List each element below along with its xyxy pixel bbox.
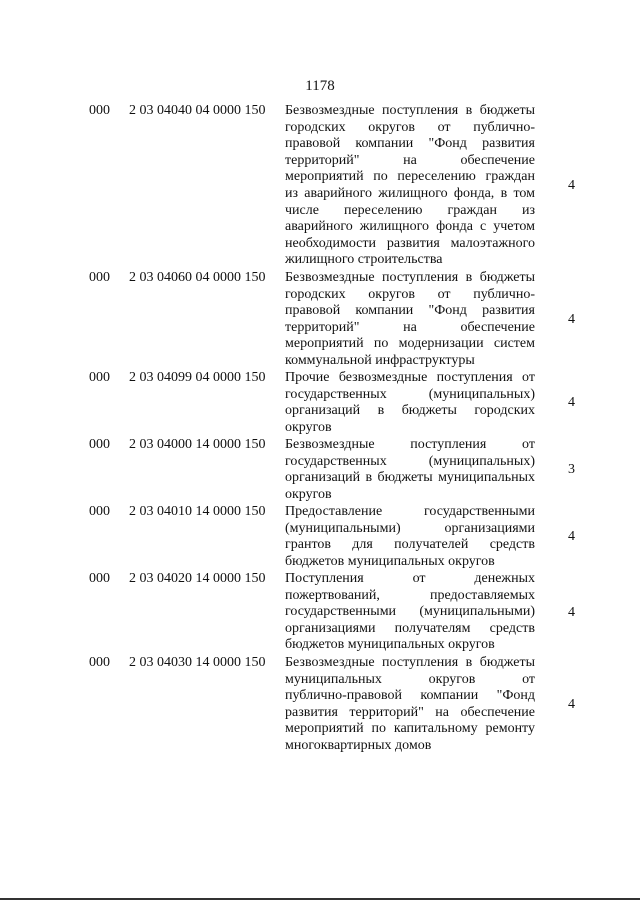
income-name-line: многоквартирных домов	[285, 737, 432, 753]
income-name-line: мероприятий по переселению граждан	[285, 169, 535, 185]
income-name-line: аварийного жилищного фонда с учетом	[285, 219, 535, 235]
income-name-line: бюджетов муниципальных округов	[285, 553, 495, 569]
income-name	[285, 437, 535, 503]
income-name-line: городских округов от публично-	[285, 286, 535, 302]
income-name-line: Безвозмездные поступления в бюджеты	[285, 103, 535, 118]
value: 4	[568, 697, 575, 712]
income-name-line: государственными (муниципальными)	[285, 604, 535, 620]
income-name-line: Безвозмездные поступления в бюджеты	[285, 270, 535, 285]
income-name-line: необходимости развития малоэтажного	[285, 235, 535, 251]
income-name-line: Предоставление государственными	[285, 504, 535, 519]
income-name	[285, 504, 535, 570]
income-name-line: числе переселению граждан из	[285, 202, 535, 218]
value: 4	[568, 605, 575, 620]
income-name-line: грантов для получателей средств	[285, 537, 535, 553]
income-name-line: пожертвований, предоставляемых	[285, 587, 535, 603]
income-name-line: организаций в бюджеты муниципальных	[285, 470, 535, 486]
admin-code: 000	[89, 437, 110, 452]
admin-code: 000	[89, 655, 110, 670]
income-name-line: организаций в бюджеты городских	[285, 403, 535, 419]
income-name	[285, 370, 535, 436]
budget-classification-code: 2 03 04040 04 0000 150	[129, 103, 266, 118]
budget-classification-code: 2 03 04030 14 0000 150	[129, 655, 266, 670]
value: 4	[568, 178, 575, 193]
income-name-line: территорий" на обеспечение	[285, 152, 535, 168]
income-name-line: коммунальной инфраструктуры	[285, 352, 475, 368]
income-name-line: Безвозмездные поступления от	[285, 437, 535, 452]
income-name-line: городских округов от публично-	[285, 119, 535, 135]
income-name-line: мероприятий по капитальному ремонту	[285, 721, 535, 737]
income-name-line: муниципальных округов от	[285, 671, 535, 687]
income-name-line: жилищного строительства	[285, 252, 443, 268]
page-number: 1178	[305, 78, 335, 94]
budget-classification-code: 2 03 04010 14 0000 150	[129, 504, 266, 519]
admin-code: 000	[89, 504, 110, 519]
admin-code: 000	[89, 571, 110, 586]
admin-code: 000	[89, 370, 110, 385]
budget-classification-code: 2 03 04020 14 0000 150	[129, 571, 266, 586]
income-name-line: Безвозмездные поступления в бюджеты	[285, 655, 535, 670]
income-name-line: округов	[285, 486, 332, 502]
income-name-line: Прочие безвозмездные поступления от	[285, 370, 535, 385]
income-name-line: государственных (муниципальных)	[285, 386, 535, 402]
income-name-line: мероприятий по модернизации систем	[285, 336, 535, 352]
income-name-line: правовой компании "Фонд развития	[285, 303, 535, 319]
income-name	[285, 103, 535, 269]
income-name-line: развития территорий" на обеспечение	[285, 704, 535, 720]
income-name-line: территорий" на обеспечение	[285, 319, 535, 335]
income-name-line: округов	[285, 419, 332, 435]
income-name-line: государственных (муниципальных)	[285, 453, 535, 469]
value: 3	[568, 462, 575, 477]
admin-code: 000	[89, 103, 110, 118]
income-name-line: из аварийного жилищного фонда, в том	[285, 185, 535, 201]
value: 4	[568, 395, 575, 410]
bottom-scan-edge	[0, 898, 640, 900]
income-name-line: организациями получателям средств	[285, 620, 535, 636]
budget-classification-code: 2 03 04000 14 0000 150	[129, 437, 266, 452]
budget-classification-code: 2 03 04099 04 0000 150	[129, 370, 266, 385]
income-name-line: бюджетов муниципальных округов	[285, 637, 495, 653]
income-name	[285, 270, 535, 370]
value: 4	[568, 312, 575, 327]
income-name-line: правовой компании "Фонд развития	[285, 136, 535, 152]
budget-classification-code: 2 03 04060 04 0000 150	[129, 270, 266, 285]
income-name-line: Поступления от денежных	[285, 571, 535, 586]
admin-code: 000	[89, 270, 110, 285]
income-name	[285, 571, 535, 654]
income-name-line: публично-правовой компании "Фонд	[285, 688, 535, 704]
value: 4	[568, 529, 575, 544]
income-name	[285, 655, 535, 755]
income-name-line: (муниципальными) организациями	[285, 520, 535, 536]
